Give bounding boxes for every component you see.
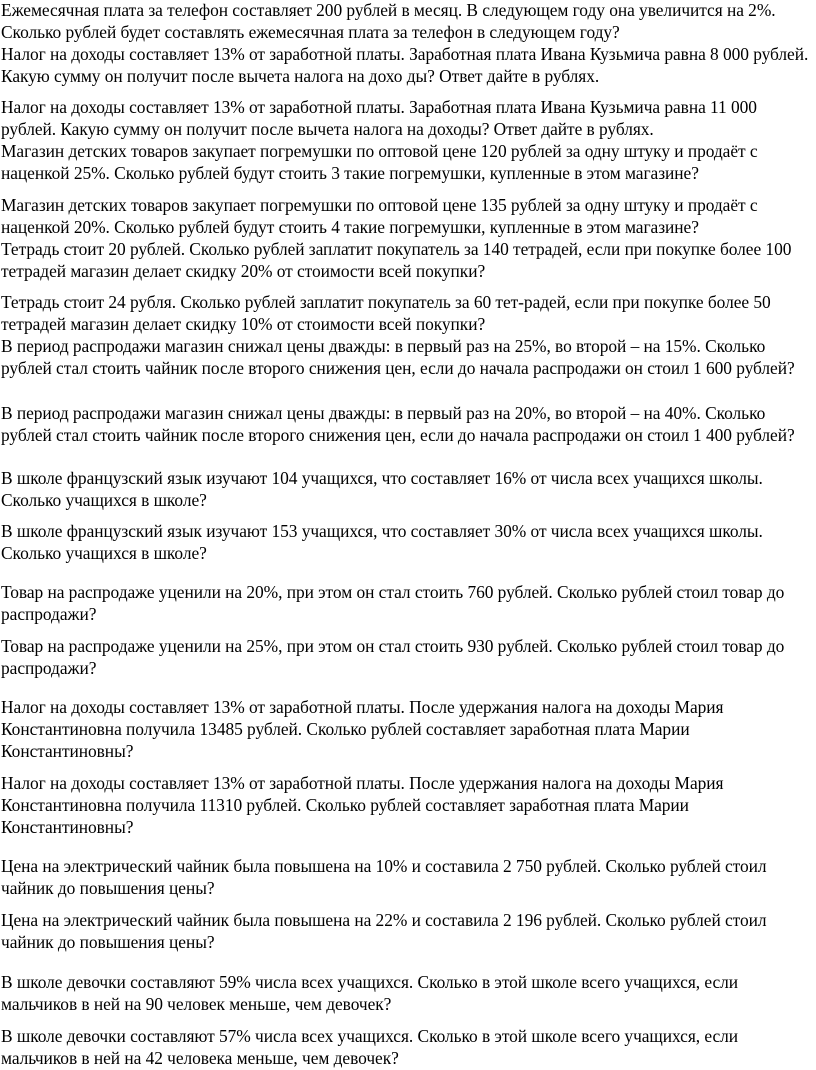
problem-phone-fee: Ежемесячная плата за телефон составляет 200 рублей в месяц. В следующем году она увеличится на 2%. Сколько рублей будет составлять ежемесячная плата за телефон в следующем году?	[1, 0, 776, 42]
problem-girls-59: В школе девочки составляют 59% числа всех учащихся. Сколько в этой школе всего учащихся, если мальчиков в ней на 90 человек меньше, чем девочек?	[1, 972, 739, 1014]
problem-salary-11310: Налог на доходы составляет 13% от заработной платы. После удержания налога на доходы Мария Константиновна получила 11310 рублей. Сколько рублей составляет заработная плата Марии Константиновны?	[1, 773, 724, 837]
problem-discount-930: Товар на распродаже уценили на 25%, при этом он стал стоить 930 рублей. Сколько рублей стоил товар до распродажи?	[1, 636, 785, 678]
problem-rattles-135: Магазин детских товаров закупает погремушки по оптовой цене 135 рублей за одну штуку и продаёт с наценкой 20%. Сколько рублей будут стоить 4 такие погремушки, купленные в этом магазине?	[1, 195, 758, 237]
problem-salary-13485: Налог на доходы составляет 13% от заработной платы. После удержания налога на доходы Мария Константиновна получила 13485 рублей. Сколько рублей составляет заработная плата Марии Константиновны?	[1, 697, 724, 761]
problem-kettle-sale-1400: В период распродажи магазин снижал цены дважды: в первый раз на 20%, во второй – на 40%. Сколько рублей стал стоить чайник после второго снижения цен, если до начала распродажи он стоил 1 400 рублей?	[1, 403, 795, 445]
problem-notebooks-20: Тетрадь стоит 20 рублей. Сколько рублей заплатит покупатель за 140 тетрадей, если при покупке более 100 тетрадей магазин делает скидку 20% от стоимости всей покупки?	[1, 239, 792, 281]
problem-kettle-sale-1600: В период распродажи магазин снижал цены дважды: в первый раз на 25%, во второй – на 15%. Сколько рублей стал стоить чайник после второго снижения цен, если до начала распродажи он стоил 1 600 рублей?	[1, 336, 795, 378]
problem-notebooks-24: Тетрадь стоит 24 рубля. Сколько рублей заплатит покупатель за 60 тет-радей, если при покупке более 50 тетрадей магазин делает скидку 10% от стоимости всей покупки?	[1, 292, 771, 334]
problem-rattles-120: Магазин детских товаров закупает погремушки по оптовой цене 120 рублей за одну штуку и продаёт с наценкой 25%. Сколько рублей будут стоить 3 такие погремушки, купленные в этом магазине?	[1, 141, 758, 183]
problem-girls-57: В школе девочки составляют 57% числа всех учащихся. Сколько в этой школе всего учащихся, если мальчиков в ней на 42 человека меньше, чем девочек?	[1, 1026, 739, 1068]
problem-income-tax-11000: Налог на доходы составляет 13% от заработной платы. Заработная плата Ивана Кузьмича равна 11 000 рублей. Какую сумму он получит после вычета налога на доходы? Ответ дайте в рублях.	[1, 97, 757, 139]
problem-income-tax-8000: Налог на доходы составляет 13% от заработной платы. Заработная плата Ивана Кузьмича равна 8 000 рублей. Какую сумму он получит после вычета налога на дохо ды? Ответ дайте в рублях.	[1, 44, 809, 86]
problem-french-153: В школе французский язык изучают 153 учащихся, что составляет 30% от числа всех учащихся школы. Сколько учащихся в школе?	[1, 521, 763, 563]
problem-french-104: В школе французский язык изучают 104 учащихся, что составляет 16% от числа всех учащихся школы. Сколько учащихся в школе?	[1, 468, 763, 510]
problem-kettle-price-2750: Цена на электрический чайник была повышена на 10% и составила 2 750 рублей. Сколько рублей стоил чайник до повышения цены?	[1, 856, 767, 898]
problem-kettle-price-2196: Цена на электрический чайник была повышена на 22% и составила 2 196 рублей. Сколько рублей стоил чайник до повышения цены?	[1, 910, 767, 952]
problem-discount-760: Товар на распродаже уценили на 20%, при этом он стал стоить 760 рублей. Сколько рублей стоил товар до распродажи?	[1, 582, 785, 624]
